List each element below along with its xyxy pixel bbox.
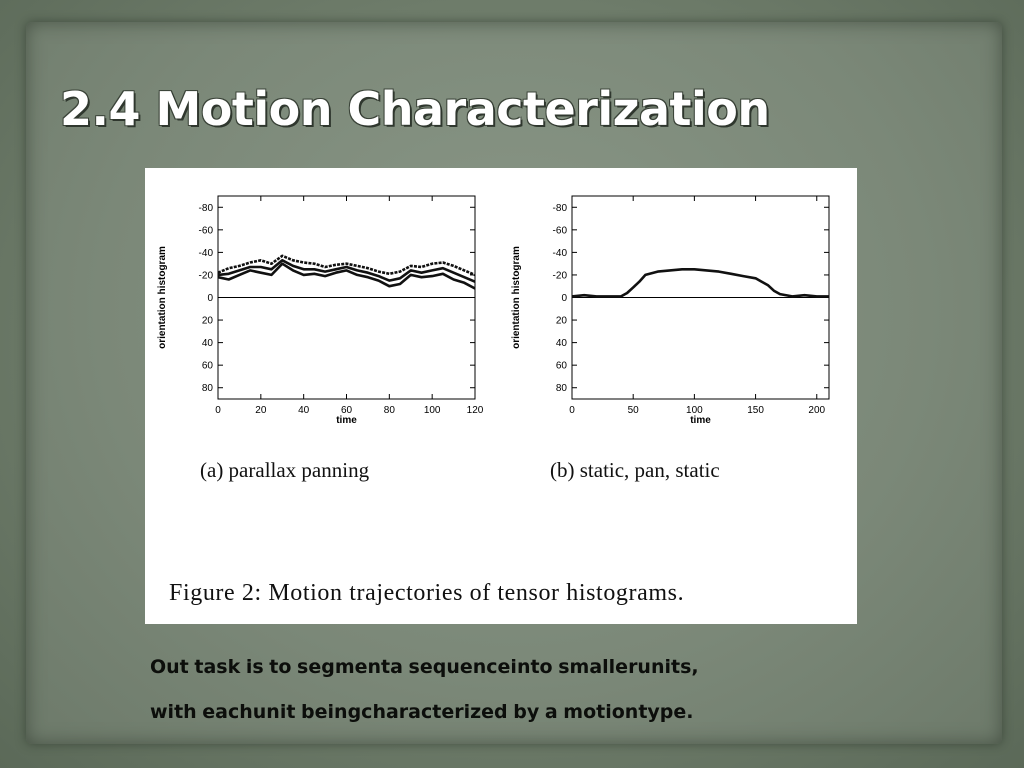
slide-title: 2.4 Motion Characterization [60,82,770,136]
body-text-line-2: with eachunit beingcharacterized by a motiontype. [150,701,694,723]
x-axis-label: time [690,415,711,426]
x-tick-label: 60 [340,405,353,416]
x-tick-label: 100 [423,405,441,416]
y-tick-label: 20 [201,315,213,327]
y-tick-label: 60 [201,360,213,372]
x-tick-label: 50 [627,405,639,416]
x-tick-label: 80 [383,405,395,416]
x-tick-label: 40 [298,405,310,416]
y-tick-label: -80 [552,202,567,214]
y-tick-label: -40 [198,247,213,259]
y-axis-label: orientation histogram [157,246,168,349]
y-tick-label: -60 [552,225,567,237]
figure-charts [145,168,857,624]
x-tick-label: 0 [569,405,575,416]
y-tick-label: 40 [201,338,213,350]
series-line-1 [572,269,829,296]
y-tick-label: 0 [561,293,567,304]
chart-parallax-panning [157,196,484,426]
y-tick-label: 0 [207,293,213,304]
y-tick-label: -20 [552,270,567,282]
y-tick-label: 20 [555,315,567,327]
subcaption-a: (a) parallax panning [200,458,370,482]
y-tick-label: -20 [198,270,213,282]
y-tick-label: 80 [201,383,213,395]
body-text-line-1: Out task is to segmenta sequenceinto smallerunits, [150,656,699,678]
x-tick-label: 0 [215,405,221,416]
y-tick-label: 80 [555,383,567,395]
y-tick-label: 60 [555,360,567,372]
chart-static-pan-static [511,196,829,426]
figure-caption: Figure 2: Motion trajectories of tensor histograms. [169,580,685,606]
y-axis-label: orientation histogram [511,246,522,349]
y-tick-label: 40 [555,338,567,350]
y-tick-label: -80 [198,202,213,214]
x-tick-label: 150 [747,405,764,416]
subcaption-b: (b) static, pan, static [550,458,720,482]
x-tick-label: 200 [808,405,826,416]
x-tick-label: 20 [255,405,267,416]
y-tick-label: -60 [198,225,213,237]
figure-panel [145,168,857,624]
x-tick-label: 100 [686,405,703,416]
x-tick-label: 120 [466,405,484,416]
x-axis-label: time [336,415,357,426]
y-tick-label: -40 [552,247,567,259]
